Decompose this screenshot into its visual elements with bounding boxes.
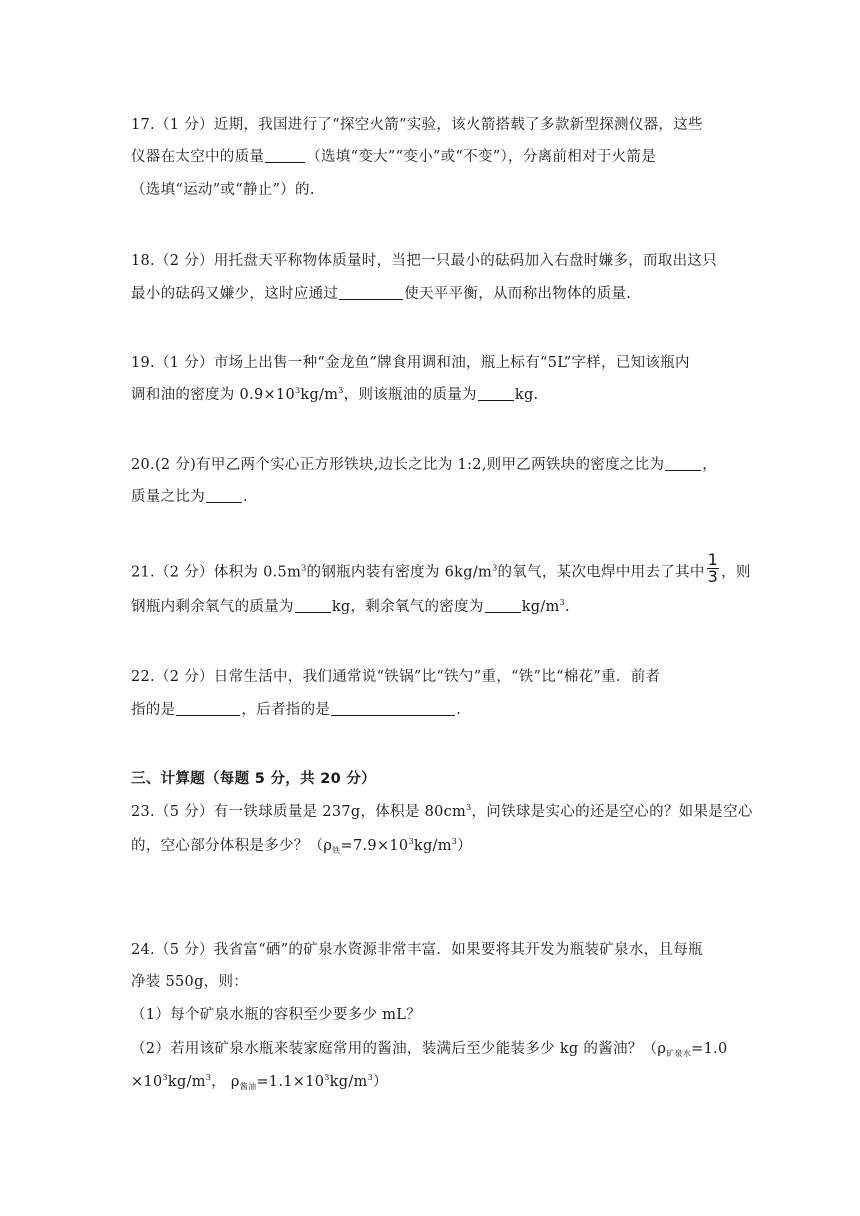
q21-text: .: [564, 599, 570, 615]
q24-text: ， ρ: [211, 1074, 240, 1090]
exponent: 3: [205, 1073, 212, 1082]
q18-line-1: [131, 249, 717, 270]
q24-line-1: [131, 938, 703, 959]
exponent: 3: [338, 386, 344, 395]
subscript: 酱油: [239, 1082, 257, 1091]
q20-text: .: [243, 489, 248, 505]
q21-text: 21.（2 分）体积为 0.5m: [131, 564, 302, 581]
q20-text: 质量之比为: [131, 489, 205, 505]
q17-text: （选填“运动”或“静止”）的.: [131, 182, 315, 198]
q24-text: ×10: [131, 1074, 163, 1090]
answer-blank[interactable]: [331, 701, 455, 716]
q23-text: =7.9×10: [340, 838, 409, 854]
subscript: 矿泉水: [666, 1049, 692, 1058]
q24-line-3: [131, 1003, 421, 1024]
q20-text: ，: [702, 457, 718, 473]
q18-line-2: [131, 282, 631, 303]
q23-text: ）: [457, 838, 472, 854]
fraction-numerator: 1: [707, 550, 719, 569]
q24-text: =1.0: [691, 1041, 728, 1057]
q21-text: 的氧气，某次电焊中用去了其中: [497, 564, 705, 581]
q17-text: （选填“变大”“变小”或“不变”），分离前相对于火箭是: [306, 149, 657, 165]
q19-text: kg/m: [300, 387, 339, 403]
q17-line-2: [131, 145, 656, 166]
exponent: 3: [492, 563, 498, 573]
q24-text: ）: [372, 1074, 388, 1090]
q23-text: kg/m: [413, 838, 452, 854]
exponent: 3: [301, 563, 307, 573]
exponent: 3: [367, 1073, 373, 1082]
q17-line-3: [131, 178, 315, 199]
answer-blank[interactable]: [665, 456, 701, 471]
exponent: 3: [466, 803, 472, 812]
answer-blank[interactable]: [206, 488, 242, 503]
q19-line-2: [131, 383, 538, 404]
q23-line-2: [131, 834, 472, 855]
q17-text: 仪器在太空中的质量: [131, 149, 265, 165]
q18-text: 使天平平衡，从而称出物体的质量.: [404, 286, 632, 302]
answer-blank[interactable]: [265, 148, 305, 163]
q20-line-2: [131, 485, 248, 506]
q22-line-1: [131, 665, 660, 686]
exponent: 3: [408, 837, 414, 846]
exponent: 3: [324, 1073, 330, 1082]
q23-text: ，问铁球是实心的还是空心的？如果是空心: [471, 804, 753, 820]
q19-line-1: [131, 351, 690, 372]
q24-text: kg/m: [167, 1074, 206, 1090]
q21-text: 的钢瓶内装有密度为 6kg/m: [306, 564, 493, 581]
q23-text: 的，空心部分体积是多少？（ρ: [131, 838, 333, 854]
answer-blank[interactable]: [485, 598, 521, 613]
q20-text: 20.(2 分)有甲乙两个实心正方形铁块,边长之比为 1:2,则甲乙两铁块的密度之比为: [131, 457, 665, 473]
q18-text: 18.（2 分）用托盘天平称物体质量时，当把一只最小的砝码加入右盘时嫌多，而取出这只: [131, 253, 717, 269]
q23-text: 23.（5 分）有一铁球质量是 237g，体积是 80cm: [131, 804, 467, 820]
answer-blank[interactable]: [339, 285, 403, 300]
q24-text: kg/m: [329, 1074, 368, 1090]
q24-line-5: [131, 1070, 388, 1091]
q20-line-1: [131, 453, 717, 474]
q22-text: .: [456, 702, 462, 718]
q21-text: 钢瓶内剩余氧气的质量为: [131, 599, 294, 615]
q19-text: kg.: [514, 387, 539, 403]
q23-line-1: [131, 800, 753, 821]
q21-line-1: [131, 550, 751, 589]
exponent: 3: [294, 386, 301, 395]
q24-line-2: [131, 970, 248, 991]
q24-text: （1）每个矿泉水瓶的容积至少要多少 mL？: [131, 1007, 422, 1023]
q22-text: ，后者指的是: [241, 702, 331, 718]
q24-text: （2）若用该矿泉水瓶来装家庭常用的酱油，装满后至少能装多少 kg 的酱油？（ρ: [131, 1041, 667, 1057]
q22-text: 指的是: [131, 702, 176, 718]
q18-text: 最小的砝码又嫌少，这时应通过: [131, 286, 339, 302]
q24-line-4: [131, 1037, 728, 1058]
q19-text: 调和油的密度为 0.9×10: [131, 387, 295, 403]
answer-blank[interactable]: [478, 386, 514, 401]
q21-line-2: [131, 595, 570, 616]
answer-blank[interactable]: [295, 598, 331, 613]
q17-text: 17.（1 分）近期，我国进行了“探空火箭”实验，该火箭搭载了多款新型探测仪器，这些: [131, 117, 703, 133]
q24-text: 24.（5 分）我省富“硒”的矿泉水资源非常丰富．如果要将其开发为瓶装矿泉水，且每瓶: [131, 942, 703, 958]
q21-text: ，则: [721, 564, 751, 581]
q21-text: kg/m: [521, 599, 560, 615]
section-heading: 三、计算题（每题 5 分，共 20 分）: [131, 771, 376, 787]
exponent: 3: [162, 1073, 168, 1082]
subscript: 铁: [332, 846, 341, 855]
q19-text: 19.（1 分）市场上出售一种“金龙鱼”牌食用调和油，瓶上标有“5L”字样，已知该瓶内: [131, 355, 690, 371]
q22-text: 22.（2 分）日常生活中，我们通常说“铁锅”比“铁勺”重，“铁”比“棉花”重．前者: [131, 669, 661, 685]
q22-line-2: [131, 698, 461, 719]
q17-line-1: [131, 113, 703, 134]
q24-text: 净装 550g，则：: [131, 974, 249, 990]
answer-blank[interactable]: [176, 701, 240, 716]
fraction-denominator: 3: [707, 567, 719, 586]
exponent: 3: [451, 837, 458, 846]
q21-text: kg，剩余氧气的密度为: [331, 599, 484, 615]
q19-text: ，则该瓶油的质量为: [343, 387, 477, 403]
fraction-one-third: [707, 552, 719, 585]
q24-text: =1.1×10: [256, 1074, 325, 1090]
exponent: 3: [559, 598, 565, 607]
